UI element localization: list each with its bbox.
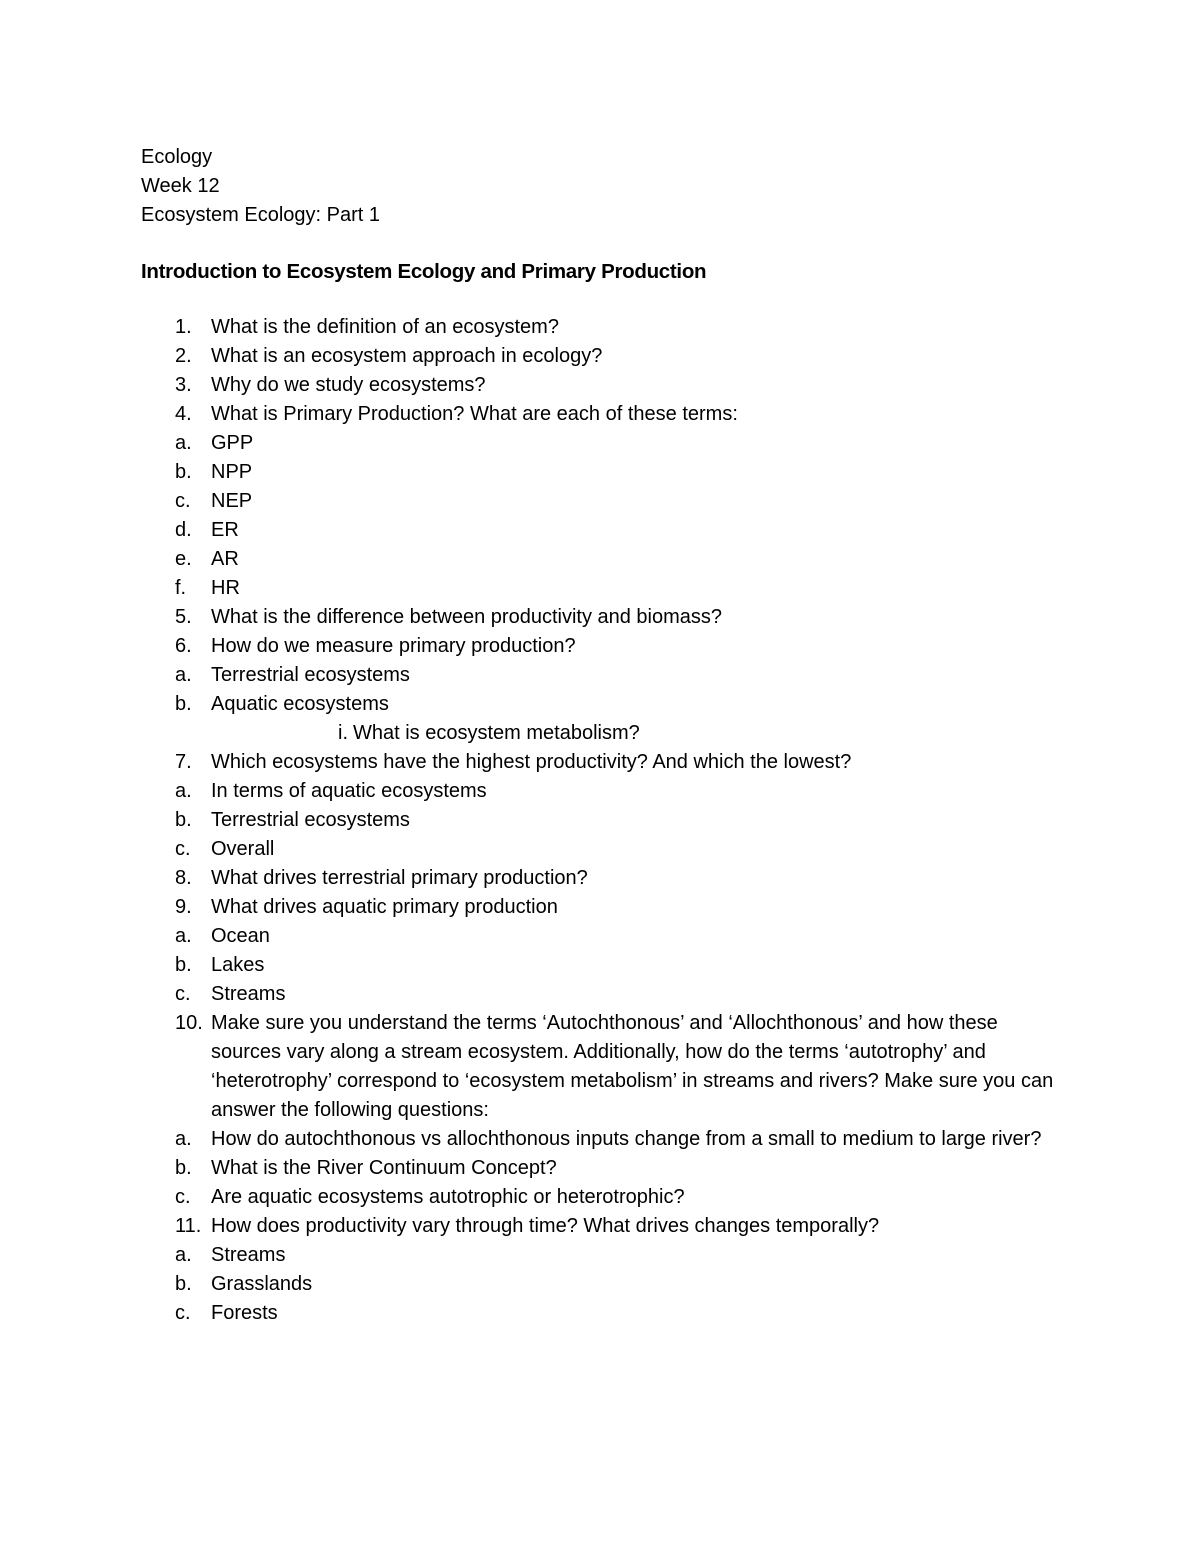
sub-question-item	[175, 1125, 1061, 1154]
question-text: How do we measure primary production?	[211, 635, 576, 657]
question-list	[141, 313, 1061, 1328]
question-item	[141, 371, 1061, 400]
sub-question-marker: a.	[175, 664, 192, 686]
question-text: What is Primary Production? What are each of these terms:	[211, 403, 738, 425]
sub-question-item	[175, 1299, 1061, 1328]
question-number: 1.	[175, 316, 192, 338]
sub-sub-question-text: What is ecosystem metabolism?	[353, 722, 640, 744]
sub-question-item	[175, 1270, 1061, 1299]
sub-question-item	[175, 777, 1061, 806]
course-name: Ecology	[141, 146, 213, 168]
question-number: 7.	[175, 751, 192, 773]
question-number: 11.	[175, 1215, 202, 1237]
sub-question-text: Terrestrial ecosystems	[211, 809, 410, 831]
question-text: What is the difference between productivity and biomass?	[211, 606, 723, 628]
sub-question-marker: b.	[175, 461, 192, 483]
sub-question-item	[175, 951, 1061, 980]
question-text: What is the definition of an ecosystem?	[211, 316, 559, 338]
sub-question-text: How do autochthonous vs allochthonous inputs change from a small to medium to large river?	[211, 1128, 1042, 1150]
sub-question-marker: c.	[175, 490, 191, 512]
sub-question-text: Aquatic ecosystems	[211, 693, 389, 715]
sub-question-text: AR	[211, 548, 239, 570]
sub-question-marker: b.	[175, 1273, 192, 1295]
sub-question-item	[175, 487, 1061, 516]
sub-question-text: Are aquatic ecosystems autotrophic or heterotrophic?	[211, 1186, 685, 1208]
sub-question-marker: b.	[175, 809, 192, 831]
section-title: Introduction to Ecosystem Ecology and Primary Production	[141, 260, 707, 283]
sub-question-text: Streams	[211, 1244, 286, 1266]
sub-question-marker: b.	[175, 1157, 192, 1179]
sub-question-text: NEP	[211, 490, 253, 512]
sub-sub-question-item	[338, 719, 1061, 748]
question-item	[141, 893, 1061, 922]
sub-question-item	[175, 835, 1061, 864]
sub-question-text: What is the River Continuum Concept?	[211, 1157, 557, 1179]
sub-question-item	[175, 458, 1061, 487]
question-item	[141, 400, 1061, 429]
sub-question-text: HR	[211, 577, 240, 599]
sub-question-text: Grasslands	[211, 1273, 313, 1295]
question-number: 10.	[175, 1012, 203, 1034]
sub-question-text: GPP	[211, 432, 254, 454]
sub-question-text: Terrestrial ecosystems	[211, 664, 410, 686]
sub-question-marker: a.	[175, 925, 192, 947]
sub-question-text: Forests	[211, 1302, 278, 1324]
sub-question-marker: b.	[175, 693, 192, 715]
sub-question-item	[175, 429, 1061, 458]
document-content	[141, 143, 1061, 1328]
sub-question-marker: e.	[175, 548, 192, 570]
sub-question-item	[175, 516, 1061, 545]
question-number: 6.	[175, 635, 192, 657]
question-item	[141, 632, 1061, 661]
sub-question-text: Ocean	[211, 925, 270, 947]
sub-question-text: ER	[211, 519, 239, 541]
question-text: Why do we study ecosystems?	[211, 374, 486, 396]
question-number: 8.	[175, 867, 192, 889]
question-text: What drives aquatic primary production	[211, 896, 558, 918]
sub-question-marker: a.	[175, 1128, 192, 1150]
question-item	[141, 313, 1061, 342]
question-number: 4.	[175, 403, 192, 425]
question-number: 9.	[175, 896, 192, 918]
question-item	[141, 342, 1061, 371]
topic-label: Ecosystem Ecology: Part 1	[141, 204, 380, 226]
sub-question-marker: a.	[175, 780, 192, 802]
sub-sub-question-marker: i.	[338, 722, 348, 744]
question-item	[141, 864, 1061, 893]
sub-question-marker: c.	[175, 1302, 191, 1324]
question-text: How does productivity vary through time? What drives changes temporally?	[211, 1215, 880, 1237]
question-text: Which ecosystems have the highest productivity? And which the lowest?	[211, 751, 852, 773]
question-text: What drives terrestrial primary production?	[211, 867, 588, 889]
question-item	[141, 1009, 1061, 1125]
sub-question-marker: c.	[175, 983, 191, 1005]
sub-question-item	[175, 1183, 1061, 1212]
sub-question-item	[175, 545, 1061, 574]
sub-question-marker: f.	[175, 577, 187, 599]
question-item	[141, 748, 1061, 777]
question-number: 3.	[175, 374, 192, 396]
sub-question-marker: c.	[175, 1186, 191, 1208]
question-number: 2.	[175, 345, 192, 367]
question-text: What is an ecosystem approach in ecology?	[211, 345, 603, 367]
sub-question-item	[175, 574, 1061, 603]
sub-question-item	[175, 1241, 1061, 1270]
sub-question-item	[175, 1154, 1061, 1183]
question-item	[141, 1212, 1061, 1241]
sub-question-text: Lakes	[211, 954, 265, 976]
question-text: Make sure you understand the terms ‘Autochthonous’ and ‘Allochthonous’ and how these sources vary along a stream ecosystem. Additionally, how do the terms ‘autotrophy’ and ‘heterotrophy’ correspond to ‘ecosystem metabolism’ in streams and rivers? Make sure you can answer the following questions:	[211, 1012, 1054, 1121]
sub-question-item	[175, 980, 1061, 1009]
sub-question-text: In terms of aquatic ecosystems	[211, 780, 487, 802]
question-number: 5.	[175, 606, 192, 628]
sub-question-item	[175, 690, 1061, 719]
sub-question-item	[175, 806, 1061, 835]
sub-question-item	[175, 661, 1061, 690]
sub-question-text: NPP	[211, 461, 253, 483]
sub-question-marker: d.	[175, 519, 192, 541]
week-label: Week 12	[141, 175, 220, 197]
sub-question-marker: a.	[175, 1244, 192, 1266]
sub-question-text: Streams	[211, 983, 286, 1005]
sub-question-marker: c.	[175, 838, 191, 860]
sub-question-marker: b.	[175, 954, 192, 976]
question-item	[141, 603, 1061, 632]
sub-question-marker: a.	[175, 432, 192, 454]
sub-question-item	[175, 922, 1061, 951]
sub-question-text: Overall	[211, 838, 275, 860]
